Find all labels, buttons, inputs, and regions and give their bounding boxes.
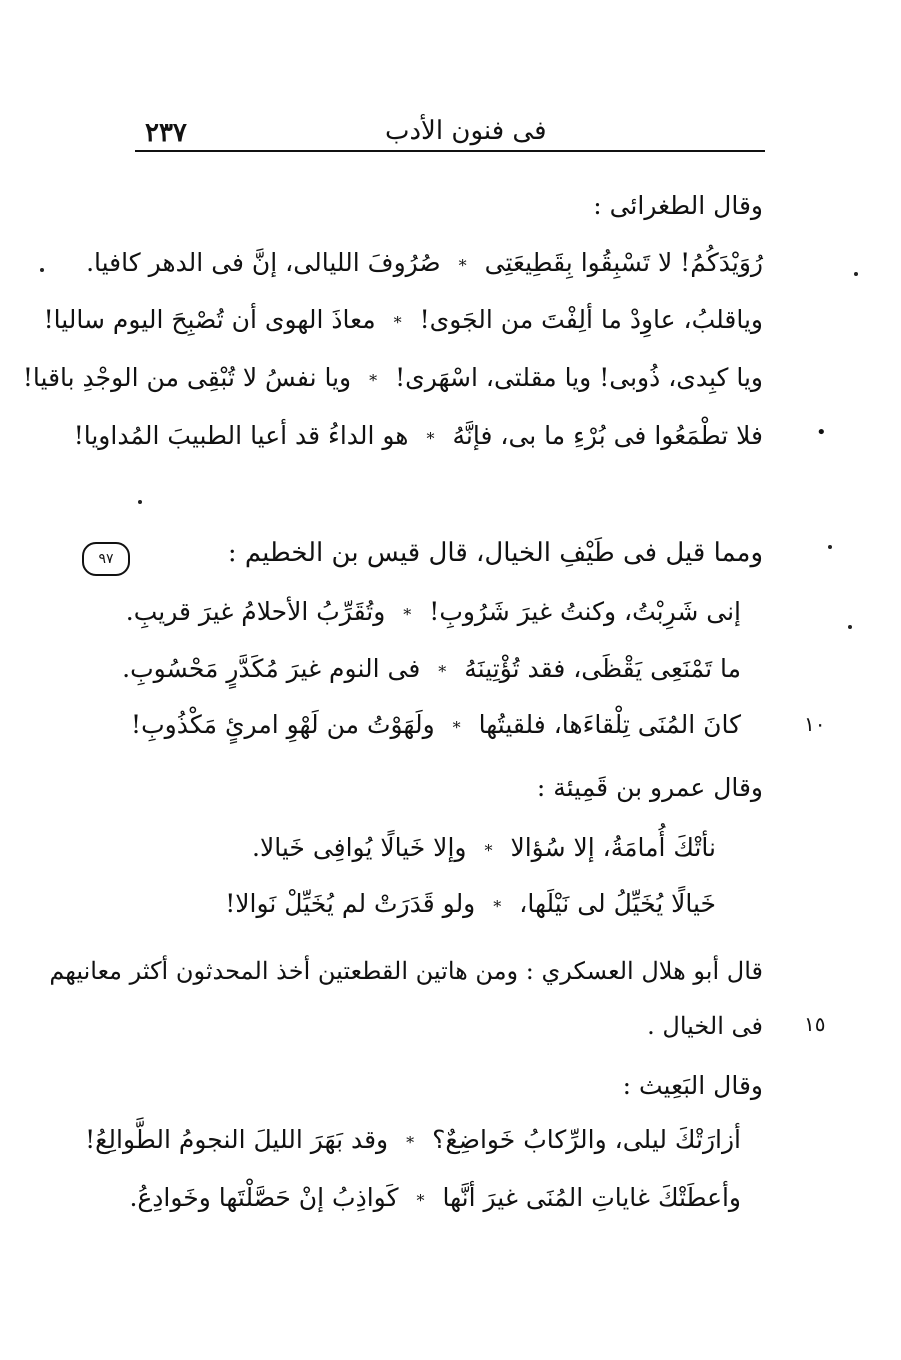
- hemistich-first: كانَ المُنَى تِلْقاءَها، فلقيتُها: [478, 710, 741, 739]
- poem1-verse-4: [74, 418, 763, 457]
- poem3-intro: وقال عمرو بن قَمِيئة :: [536, 773, 763, 802]
- hemistich-first: أزارَتْكَ ليلى، والرِّكابُ خَواضِعٌ؟: [432, 1125, 741, 1154]
- hemistich-first: وياقلبُ، عاوِدْ ما ألِفْتَ من الجَوى!: [419, 305, 763, 334]
- poem3-verse-2: [225, 886, 716, 925]
- hemistich-second: ولَهَوْتُ من لَهْوِ امرئٍ مَكْذُوبِ!: [131, 710, 435, 739]
- poem2-verse-1: [126, 594, 741, 633]
- hemistich-first: خَيالًا يُخَيِّلُ لى نَيْلَها،: [519, 889, 716, 918]
- poem4-intro: وقال البَعِيث :: [622, 1071, 763, 1100]
- poem2-verse-2: [122, 651, 741, 690]
- poem2-intro: ومما قيل فى طَيْفِ الخيال، قال قيس بن الخطيم :: [227, 538, 763, 568]
- verse-separator: *: [403, 605, 412, 624]
- prose-line-1: قال أبو هلال العسكري : ومن هاتين القطعتين أخذ المحدثون أكثر معانيهم: [49, 957, 763, 985]
- verse-separator: *: [452, 718, 461, 737]
- verse-separator: *: [484, 841, 493, 860]
- hemistich-first: رُوَيْدَكُمُ! لا تَسْبِقُوا بِقَطِيعَتِى: [484, 248, 763, 277]
- header-rule: [135, 150, 765, 152]
- scan-speck: [854, 272, 858, 276]
- verse-separator: *: [416, 1191, 425, 1210]
- scan-speck: [828, 545, 832, 549]
- line-number-10: ١٠: [804, 712, 826, 736]
- poem1-verse-2: [44, 302, 763, 341]
- line-number-15: ١٥: [804, 1012, 826, 1036]
- verse-separator: *: [406, 1133, 415, 1152]
- prose-line-2: فى الخيال .: [647, 1012, 763, 1040]
- hemistich-second: هو الداءُ قد أعيا الطبيبَ المُداويا!: [73, 421, 409, 450]
- poem4-verse-2: [129, 1180, 741, 1219]
- hemistich-second: ويا نفسُ لا تُبْقِى من الوجْدِ باقيا!: [22, 363, 352, 392]
- hemistich-first: إنى شَرِبْتُ، وكنتُ غيرَ شَرُوبِ!: [429, 597, 741, 626]
- verse-separator: *: [393, 313, 402, 332]
- hemistich-first: ويا كبِدى، ذُوبى! ويا مقلتى، اسْهَرى!: [395, 363, 763, 392]
- hemistich-first: نأتْكَ أُمامَةُ، إلا سُؤالا: [510, 833, 716, 862]
- page-number: ٢٣٧: [145, 118, 187, 148]
- poem1-verse-3: [23, 360, 763, 399]
- hemistich-first: فلا تطْمَعُوا فى بُرْءِ ما بى، فإنَّهُ: [452, 421, 763, 450]
- poem4-verse-1: [85, 1122, 741, 1161]
- hemistich-second: ولو قَدَرَتْ لم يُخَيِّلْ نَوالا!: [225, 889, 476, 918]
- hemistich-second: كَواذِبُ إنْ حَصَّلْتَها وخَوادِعُ.: [129, 1183, 399, 1212]
- scan-speck: [138, 500, 142, 504]
- hemistich-second: وتُقَرِّبُ الأحلامُ غيرَ قريبِ.: [125, 597, 386, 626]
- hemistich-first: ما تَمْنَعِى يَقْظَى، فقد تُؤْتِينَهُ: [464, 654, 741, 683]
- scan-speck: [40, 268, 44, 272]
- library-stamp: ٩٧: [82, 542, 130, 576]
- running-title: فى فنون الأدب: [385, 116, 547, 146]
- poem2-verse-3: [131, 707, 741, 746]
- hemistich-second: وقد بَهَرَ الليلَ النجومُ الطَّوالِعُ!: [85, 1125, 389, 1154]
- hemistich-second: وإلا خَيالًا يُوافِى خَيالا.: [252, 833, 467, 862]
- scan-speck: [848, 625, 852, 629]
- poem1-intro: وقال الطغرائى :: [593, 191, 763, 220]
- verse-separator: *: [426, 429, 435, 448]
- verse-separator: *: [458, 256, 467, 275]
- hemistich-second: معاذَ الهوى أن تُصْبِحَ اليوم ساليا!: [43, 305, 376, 334]
- page-header: [135, 108, 765, 154]
- margin-dot: •: [816, 422, 827, 443]
- hemistich-first: وأعطَتْكَ غاياتِ المُنَى غيرَ أنَّها: [442, 1183, 741, 1212]
- verse-separator: *: [369, 371, 378, 390]
- hemistich-second: صُرُوفَ الليالى، إنَّ فى الدهر كافيا.: [86, 248, 441, 277]
- poem1-verse-1: [86, 245, 763, 284]
- poem3-verse-1: [252, 830, 716, 869]
- hemistich-second: فى النوم غيرَ مُكَدَّرٍ مَحْسُوبِ.: [122, 654, 421, 683]
- verse-separator: *: [438, 662, 447, 681]
- verse-separator: *: [493, 897, 502, 916]
